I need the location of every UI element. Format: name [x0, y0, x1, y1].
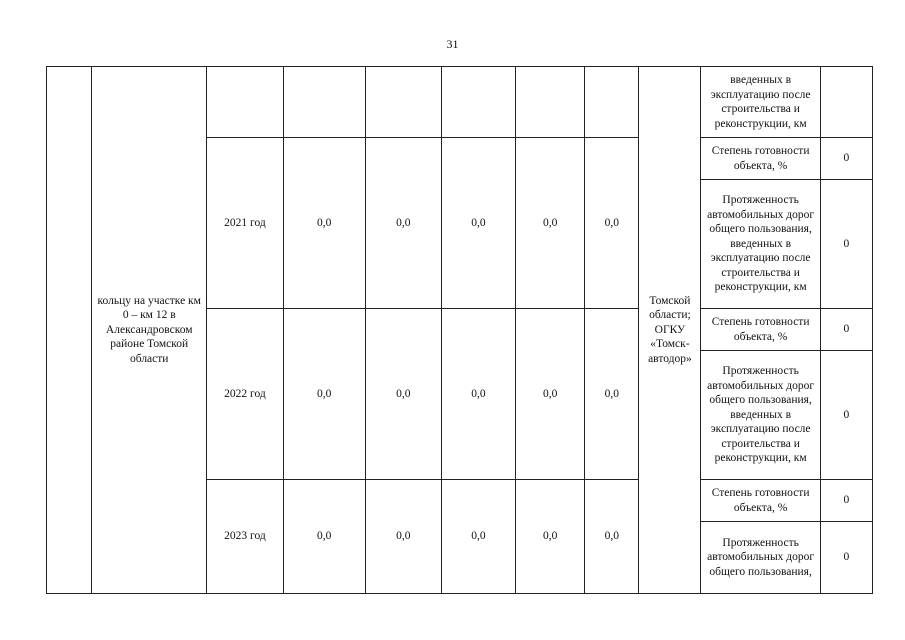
indicator-name-cell: Степень готовности объекта, %	[701, 138, 820, 180]
indicator-name-cell: введенных в эксплуатацию после строительства и реконструкции, км	[701, 67, 820, 138]
value-cell-empty	[283, 67, 365, 138]
value-cell-empty	[585, 67, 639, 138]
value-cell-empty	[516, 67, 585, 138]
indicator-name-cell: Протяженность автомобильных дорог общего пользования, введенных в эксплуатацию после строительства и реконструкции, км	[701, 351, 820, 480]
indicator-value-cell: 0	[820, 138, 872, 180]
value-cell: 0,0	[516, 309, 585, 480]
indicator-value-cell	[820, 67, 872, 138]
value-cell: 0,0	[516, 138, 585, 309]
year-cell: 2023 год	[207, 480, 283, 594]
object-name-cell: кольцу на участке км 0 – км 12 в Александровском районе Томской области	[92, 67, 207, 594]
value-cell-empty	[441, 67, 515, 138]
indicator-value-cell: 0	[820, 180, 872, 309]
value-cell: 0,0	[441, 138, 515, 309]
executor-cell: Томской области; ОГКУ «Томск-автодор»	[639, 67, 701, 594]
value-cell: 0,0	[585, 138, 639, 309]
year-cell: 2021 год	[207, 138, 283, 309]
indicator-value-cell: 0	[820, 309, 872, 351]
indicator-name-cell: Степень готовности объекта, %	[701, 480, 820, 522]
value-cell: 0,0	[585, 309, 639, 480]
value-cell: 0,0	[283, 309, 365, 480]
value-cell: 0,0	[585, 480, 639, 594]
value-cell: 0,0	[365, 480, 441, 594]
indicator-value-cell: 0	[820, 522, 872, 594]
indicator-value-cell: 0	[820, 351, 872, 480]
value-cell: 0,0	[516, 480, 585, 594]
value-cell-empty	[365, 67, 441, 138]
indicator-name-cell: Степень готовности объекта, %	[701, 309, 820, 351]
value-cell: 0,0	[283, 138, 365, 309]
value-cell: 0,0	[365, 138, 441, 309]
table-row	[47, 67, 873, 138]
value-cell: 0,0	[365, 309, 441, 480]
value-cell: 0,0	[441, 309, 515, 480]
year-cell: 2022 год	[207, 309, 283, 480]
program-table	[46, 66, 873, 594]
indicator-name-cell: Протяженность автомобильных дорог общего пользования,	[701, 522, 820, 594]
number-cell	[47, 67, 92, 594]
value-cell: 0,0	[283, 480, 365, 594]
year-cell-empty	[207, 67, 283, 138]
indicator-value-cell: 0	[820, 480, 872, 522]
value-cell: 0,0	[441, 480, 515, 594]
indicator-name-cell: Протяженность автомобильных дорог общего пользования, введенных в эксплуатацию после строительства и реконструкции, км	[701, 180, 820, 309]
page-number: 31	[446, 37, 459, 51]
